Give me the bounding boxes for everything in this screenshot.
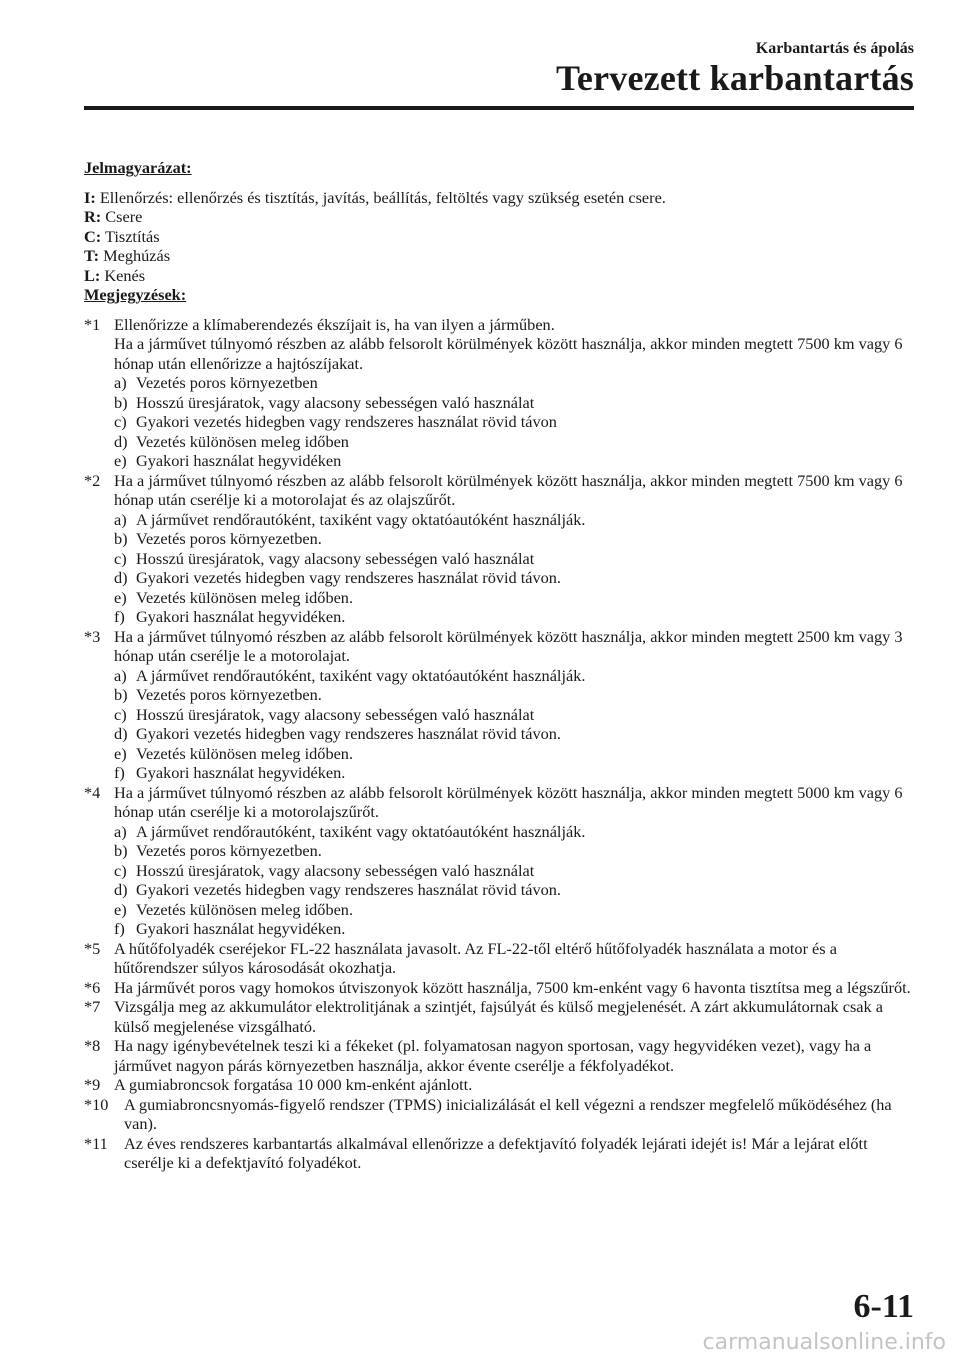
legend-key: I: xyxy=(84,187,96,207)
note-item xyxy=(84,1075,914,1095)
note-subitem xyxy=(114,451,914,471)
subitem-text: Vezetés különösen meleg időben xyxy=(136,431,349,451)
note-subitem xyxy=(114,880,914,900)
subitem-marker: c) xyxy=(114,860,127,880)
legend-heading: Jelmagyarázat: xyxy=(84,158,192,177)
subitem-text: Gyakori vezetés hidegben vagy rendszeres használat rövid távon xyxy=(136,412,557,431)
note-text: Az éves rendszeres karbantartás alkalmával ellenőrizze a defektjavító folyadék lejárati idejét is! Már a lejárat előtt cserélje ki a defektjavító folyadékot. xyxy=(124,1133,868,1172)
legend-text: Csere xyxy=(105,207,143,226)
note-item xyxy=(84,939,914,978)
note-subitem xyxy=(114,568,914,588)
subitem-marker: b) xyxy=(114,841,128,860)
legend-item xyxy=(84,188,914,208)
subitem-marker: e) xyxy=(114,451,127,470)
note-subitem xyxy=(114,919,914,939)
subitem-marker: b) xyxy=(114,392,128,412)
note-marker: *11 xyxy=(84,1133,108,1153)
subitem-text: Gyakori vezetés hidegben vagy rendszeres használat rövid távon. xyxy=(136,724,561,743)
subitem-text: A járművet rendőrautóként, taxiként vagy oktatóautóként használják. xyxy=(136,821,586,841)
note-item xyxy=(84,783,914,939)
subitem-marker: e) xyxy=(114,743,127,763)
subitem-marker: d) xyxy=(114,724,128,743)
subitem-text: Hosszú üresjáratok, vagy alacsony sebességen való használat xyxy=(136,860,535,880)
notes-heading: Megjegyzések: xyxy=(84,285,187,304)
legend-item xyxy=(84,246,914,266)
subitem-text: Gyakori használat hegyvidéken xyxy=(136,451,342,470)
note-item xyxy=(84,1036,914,1075)
note-subitem xyxy=(114,412,914,432)
note-subitem xyxy=(114,373,914,393)
note-marker: *2 xyxy=(84,470,101,490)
note-item xyxy=(84,978,914,998)
note-subitem xyxy=(114,724,914,744)
subitem-marker: e) xyxy=(114,899,127,919)
subitem-text: Vezetés poros környezetben. xyxy=(136,841,322,860)
note-text: Ha a járművet túlnyomó részben az alább felsorolt körülmények között használja, akkor minden megtett 7500 km vagy 6 hónap után ellenőrizze a hajtószíjakat. xyxy=(114,334,903,373)
subitem-marker: d) xyxy=(114,880,128,899)
subitem-marker: b) xyxy=(114,685,128,704)
note-text: A hűtőfolyadék cseréjekor FL-22 használata javasolt. Az FL-22-től eltérő hűtőfolyadék használata a motor és a hűtőrendszer súlyos károsodását okozhatja. xyxy=(114,938,837,977)
note-subitem xyxy=(114,510,914,530)
note-text: Ellenőrizze a klímaberendezés ékszíjait is, ha van ilyen a járműben. xyxy=(114,314,555,334)
subitem-marker: f) xyxy=(114,607,125,626)
subitem-text: Vezetés poros környezetben. xyxy=(136,529,322,548)
note-subitem xyxy=(114,900,914,920)
note-text: Ha a járművet túlnyomó részben az alább felsorolt körülmények között használja, akkor minden megtett 7500 km vagy 6 hónap után cserélje ki a motorolajat és az olajszűrőt. xyxy=(114,470,903,509)
note-subitem xyxy=(114,744,914,764)
subitem-text: Hosszú üresjáratok, vagy alacsony sebességen való használat xyxy=(136,392,535,412)
note-item xyxy=(84,627,914,783)
subitem-text: Gyakori vezetés hidegben vagy rendszeres használat rövid távon. xyxy=(136,568,561,587)
notes-list xyxy=(84,315,914,1173)
legend-text: Tisztítás xyxy=(104,226,160,246)
note-subitem xyxy=(114,666,914,686)
subitem-text: A járművet rendőrautóként, taxiként vagy oktatóautóként használják. xyxy=(136,509,586,529)
note-marker: *9 xyxy=(84,1075,101,1094)
main-content xyxy=(84,158,914,1173)
legend-item xyxy=(84,266,914,286)
note-subitem xyxy=(114,705,914,725)
note-item xyxy=(84,1134,914,1173)
note-marker: *4 xyxy=(84,782,101,802)
note-subitem xyxy=(114,432,914,452)
subitem-marker: d) xyxy=(114,568,128,587)
note-subitem xyxy=(114,393,914,413)
legend-text: Ellenőrzés: ellenőrzés és tisztítás, javítás, beállítás, feltöltés vagy szükség esetén csere. xyxy=(99,187,666,207)
subitem-text: Hosszú üresjáratok, vagy alacsony sebességen való használat xyxy=(136,548,535,568)
note-item xyxy=(84,1095,914,1134)
legend-key: T: xyxy=(84,246,100,265)
note-marker: *3 xyxy=(84,626,101,646)
page-number: 6-11 xyxy=(853,1288,914,1325)
subitem-marker: a) xyxy=(114,509,127,529)
subitem-marker: a) xyxy=(114,373,127,392)
legend-key: C: xyxy=(84,226,102,246)
legend-item xyxy=(84,207,914,227)
subitem-text: Vezetés különösen meleg időben. xyxy=(136,743,354,763)
note-text: Ha nagy igénybevételnek teszi ki a fékeket (pl. folyamatosan nagyon sportosan, vagy hegyvidéken vezet), vagy ha a járművet nagyon párás környezetben használja, akkor évente cserélje a fékfolyadékot. xyxy=(114,1036,872,1075)
legend-key: L: xyxy=(84,265,101,285)
note-text: Vizsgálja meg az akkumulátor elektrolitjának a szintjét, fajsúlyát és külső megjelenését. A zárt akkumulátornak csak a külső megjelenése vizsgálható. xyxy=(114,997,883,1036)
note-text: A gumiabroncsnyomás-figyelő rendszer (TPMS) inicializálását el kell végezni a rendszer megfelelő működéséhez (ha van). xyxy=(124,1094,892,1133)
legend-item xyxy=(84,227,914,247)
subitem-text: A járművet rendőrautóként, taxiként vagy oktatóautóként használják. xyxy=(136,665,586,685)
page-title: Tervezett karbantartás xyxy=(556,58,914,98)
subitem-marker: a) xyxy=(114,665,127,685)
note-subitem xyxy=(114,861,914,881)
note-item xyxy=(84,315,914,471)
note-text: Ha a járművet túlnyomó részben az alább felsorolt körülmények között használja, akkor minden megtett 2500 km vagy 3 hónap után cserélje le a motorolajat. xyxy=(114,626,903,665)
subitem-text: Gyakori használat hegyvidéken. xyxy=(136,763,346,782)
note-subitem xyxy=(114,549,914,569)
subitem-marker: c) xyxy=(114,548,127,568)
subitem-marker: c) xyxy=(114,704,127,724)
subitem-marker: b) xyxy=(114,529,128,548)
note-subitem xyxy=(114,822,914,842)
subitem-text: Gyakori használat hegyvidéken. xyxy=(136,607,346,626)
note-subitem xyxy=(114,607,914,627)
note-item xyxy=(84,471,914,627)
subitem-marker: a) xyxy=(114,821,127,841)
subitem-text: Vezetés poros környezetben. xyxy=(136,685,322,704)
legend-list xyxy=(84,188,914,286)
note-item xyxy=(84,997,914,1036)
note-text: Ha járművét poros vagy homokos útviszonyok között használja, 7500 km-enként vagy 6 havonta tisztítsa meg a légszűrőt. xyxy=(114,977,911,997)
subitem-marker: c) xyxy=(114,412,127,431)
subitem-text: Vezetés különösen meleg időben. xyxy=(136,587,354,607)
section-title: Karbantartás és ápolás xyxy=(755,40,914,57)
note-subitem xyxy=(114,588,914,608)
note-subitem xyxy=(114,529,914,549)
subitem-marker: d) xyxy=(114,431,128,451)
note-marker: *5 xyxy=(84,938,101,958)
subitem-text: Vezetés poros környezetben xyxy=(136,373,318,392)
note-subitem xyxy=(114,763,914,783)
subitem-text: Vezetés különösen meleg időben. xyxy=(136,899,354,919)
legend-text: Kenés xyxy=(104,265,146,285)
note-marker: *6 xyxy=(84,977,101,997)
legend-text: Meghúzás xyxy=(103,246,171,265)
note-marker: *10 xyxy=(84,1094,109,1114)
note-text: A gumiabroncsok forgatása 10 000 km-enként ajánlott. xyxy=(114,1075,473,1094)
legend-key: R: xyxy=(84,207,102,226)
subitem-marker: f) xyxy=(114,763,125,782)
note-text: Ha a járművet túlnyomó részben az alább felsorolt körülmények között használja, akkor minden megtett 5000 km vagy 6 hónap után cserélje ki a motorolajszűrőt. xyxy=(114,782,903,821)
subitem-text: Gyakori használat hegyvidéken. xyxy=(136,919,346,938)
header-divider xyxy=(84,106,914,110)
note-marker: *1 xyxy=(84,314,101,334)
subitem-marker: f) xyxy=(114,919,125,938)
note-marker: *8 xyxy=(84,1036,101,1055)
note-subitem xyxy=(114,685,914,705)
subitem-text: Hosszú üresjáratok, vagy alacsony sebességen való használat xyxy=(136,704,535,724)
subitem-text: Gyakori vezetés hidegben vagy rendszeres használat rövid távon. xyxy=(136,880,561,899)
watermark: carmanualsonline.info xyxy=(702,1330,946,1355)
note-marker: *7 xyxy=(84,997,101,1016)
note-subitem xyxy=(114,841,914,861)
subitem-marker: e) xyxy=(114,587,127,607)
